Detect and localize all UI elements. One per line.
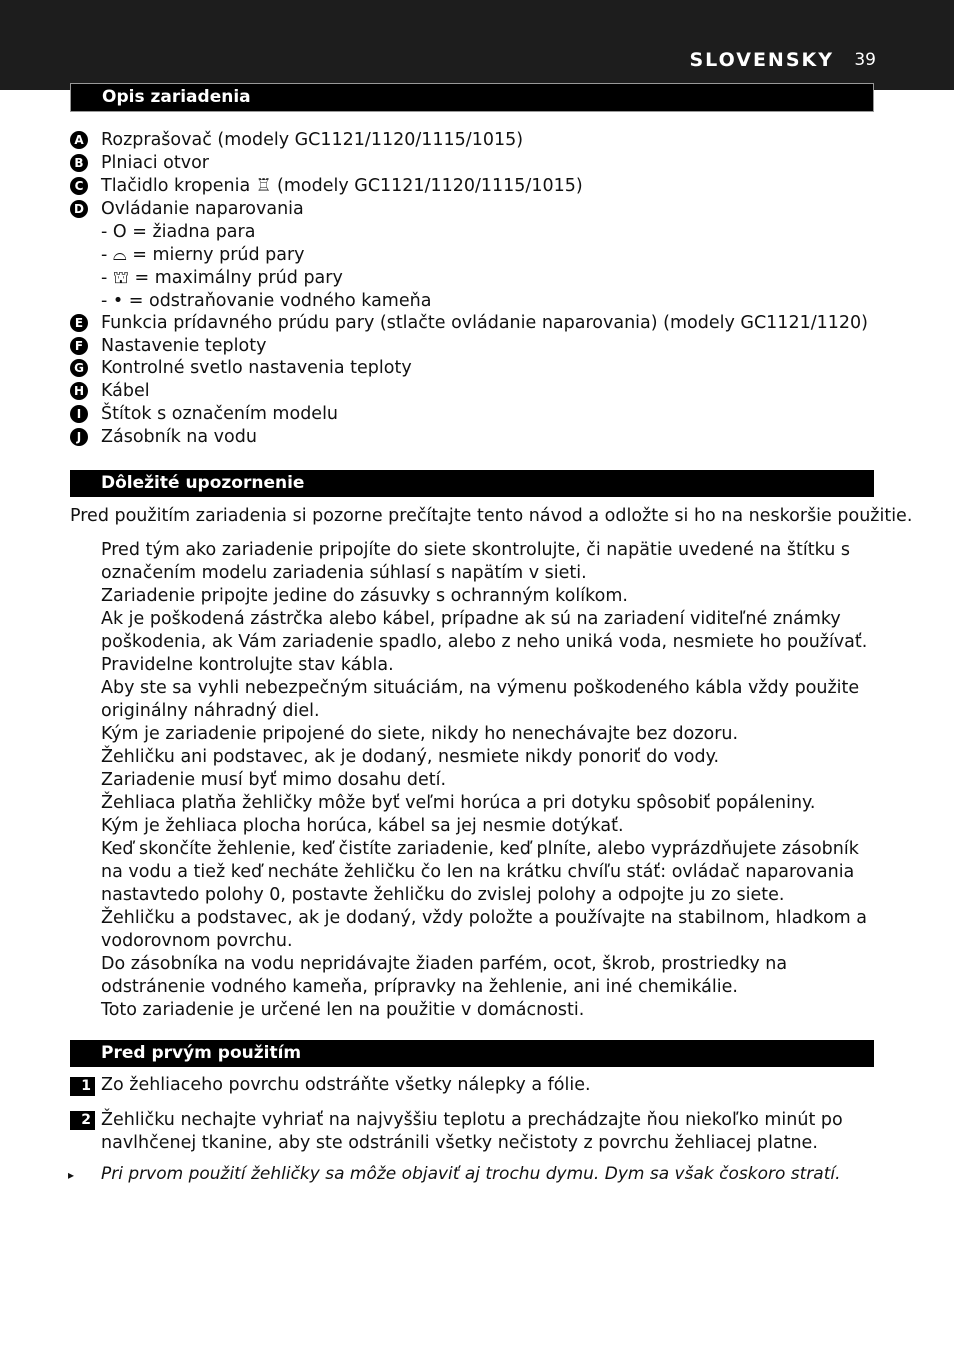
step-text: Zo žehliaceho povrchu odstráňte všetky nálepky a fólie. — [101, 1075, 591, 1095]
list-item: Zásobník na vodu — [101, 427, 257, 447]
warning-item: Aby ste sa vyhli nebezpečným situáciám, na výmenu poškodeného kábla vždy použite originálny náhradný diel. — [101, 678, 860, 721]
badge-g: G — [70, 359, 88, 377]
sub-item: - ⌓ = mierny prúd pary — [101, 245, 305, 265]
warning-item: Zariadenie musí byť mimo dosahu detí. — [101, 770, 447, 790]
list-item: Plniaci otvor — [101, 153, 209, 173]
badge-f: F — [70, 337, 88, 355]
warning-item: Zariadenie pripojte jedine do zásuvky s ochranným kolíkom. — [101, 586, 628, 606]
warning-item: Keď skončíte žehlenie, keď čistíte zariadenie, keď plníte, alebo vyprázdňujete zásobník na vodu a tiež keď necháte žehličku čo len na krátku chvíľu stáť: ovládač naparovania nastavtedo polohy 0, postavte žehličku do zvislej polohy a odpojte ju zo siete. — [101, 839, 859, 905]
warning-item: Pravidelne kontrolujte stav kábla. — [101, 655, 394, 675]
warning-item: Do zásobníka na vodu nepridávajte žiaden parfém, ocot, škrob, prostriedky na odstránenie vodného kameňa, prípravky na žehlenie, ani iné chemikálie. — [101, 954, 788, 997]
step-number: 2 — [70, 1111, 95, 1130]
warning-list — [101, 539, 876, 1022]
badge-j: J — [70, 428, 88, 446]
sub-item: - • = odstraňovanie vodného kameňa — [101, 291, 432, 311]
list-item: Funkcia prídavného prúdu pary (stlačte ovládanie naparovania) (modely GC1121/1120) — [101, 313, 868, 333]
warning-item: Toto zariadenie je určené len na použitie v domácnosti. — [101, 1000, 585, 1020]
badge-d: D — [70, 200, 88, 218]
warning-item: Ak je poškodená zástrčka alebo kábel, prípadne ak sú na zariadení viditeľné známky poškodenia, ak Vám zariadenie spadlo, alebo z neho uniká voda, nesmiete ho používať. — [101, 609, 868, 652]
sub-item: - O = žiadna para — [101, 222, 256, 242]
intro-text: Pred použitím zariadenia si pozorne prečítajte tento návod a odložte si ho na neskoršie použitie. — [70, 506, 913, 526]
warning-item: Žehličku a podstavec, ak je dodaný, vždy položte a používajte na stabilnom, hladkom a vodorovnom povrchu. — [101, 908, 867, 951]
language-label: SLOVENSKY — [689, 49, 834, 71]
badge-b: B — [70, 154, 88, 172]
list-item: Kontrolné svetlo nastavenia teploty — [101, 358, 412, 378]
warning-item: Kým je žehliaca plocha horúca, kábel sa jej nesmie dotýkať. — [101, 816, 624, 836]
page-number: 39 — [854, 50, 876, 70]
step-text: Žehličku nechajte vyhriať na najvyššiu teplotu a prechádzajte ňou niekoľko minút po navlhčenej tkanine, aby ste odstránili všetky nečistoty z povrchu žehliacej platne. — [101, 1110, 843, 1153]
sub-item: - ⛫ = maximálny prúd pary — [101, 268, 343, 288]
badge-h: H — [70, 382, 88, 400]
list-item: Rozprašovač (modely GC1121/1120/1115/1015) — [101, 130, 524, 150]
list-item: Štítok s označením modelu — [101, 404, 339, 424]
list-item: Nastavenie teploty — [101, 336, 267, 356]
warning-item: Žehličku ani podstavec, ak je dodaný, nesmiete nikdy ponoriť do vody. — [101, 747, 720, 767]
warning-item: Pred tým ako zariadenie pripojíte do siete skontrolujte, či napätie uvedené na štítku s označením modelu zariadenia súhlasí s napätím v sieti. — [101, 540, 850, 583]
badge-e: E — [70, 314, 88, 332]
warning-item: Žehliaca platňa žehličky môže byť veľmi horúca a pri dotyku spôsobiť popáleniny. — [101, 793, 816, 813]
section-title-important: Dôležité upozornenie — [70, 470, 874, 497]
list-item: Ovládanie naparovania — [101, 199, 304, 219]
list-item: Tlačidlo kropenia ♖ (modely GC1121/1120/1115/1015) — [101, 176, 583, 196]
warning-item: Kým je zariadenie pripojené do siete, nikdy ho nenechávajte bez dozoru. — [101, 724, 739, 744]
badge-a: A — [70, 131, 88, 149]
arrow-icon: ▸ — [68, 1168, 75, 1182]
section-title-first-use: Pred prvým použitím — [70, 1040, 874, 1067]
section-title-description: Opis zariadenia — [70, 83, 874, 112]
badge-c: C — [70, 177, 88, 195]
list-item: Kábel — [101, 381, 150, 401]
note-text: Pri prvom použití žehličky sa môže objaviť aj trochu dymu. Dym sa však čoskoro stratí. — [101, 1164, 841, 1184]
header-bar — [0, 0, 954, 90]
step-number: 1 — [70, 1077, 95, 1096]
badge-i: I — [70, 405, 88, 423]
